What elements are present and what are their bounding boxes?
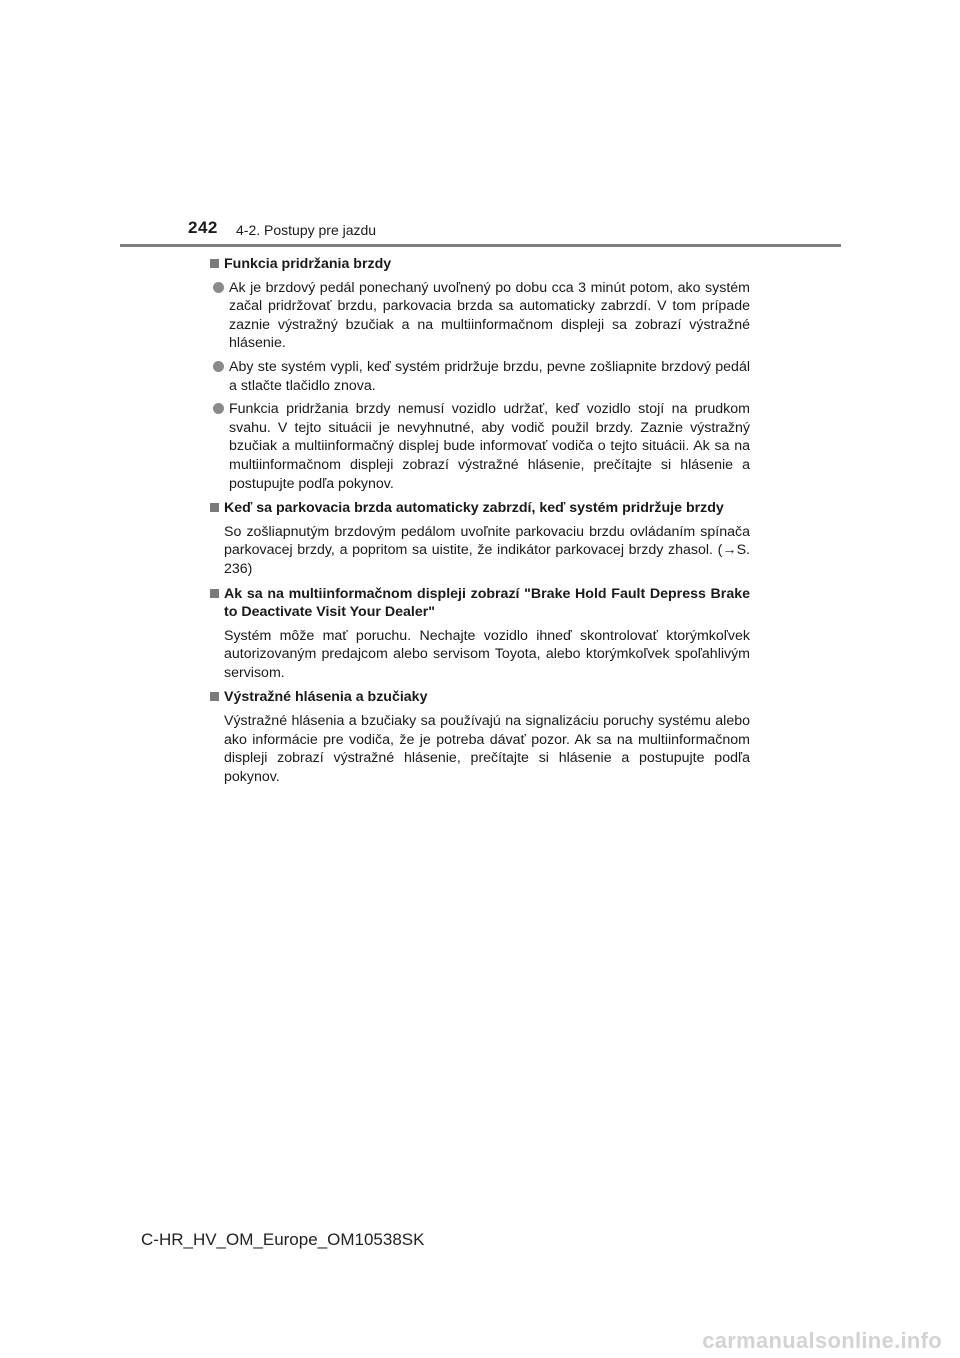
page-content [210, 255, 750, 792]
section-heading [210, 585, 750, 622]
circle-bullet-icon [213, 403, 224, 414]
header-divider [120, 244, 841, 247]
page-header [0, 0, 960, 250]
section-heading [210, 688, 750, 707]
list-item [213, 358, 750, 395]
section-heading-text: Výstražné hlásenia a bzučiaky [224, 689, 428, 706]
list-item [213, 400, 750, 493]
section-heading-text: Ak sa na multiinformačnom displeji zobrazí "Brake Hold Fault Depress Brake to Deactivate Visit Your Dealer" [224, 585, 750, 621]
section-paragraph: So zošliapnutým brzdovým pedálom uvoľnite parkovaciu brzdu ovládaním spínača parkovacej brzdy, a popritom sa uistite, že indikátor parkovacej brzdy zhasol. (→S. 236) [224, 523, 750, 577]
circle-bullet-icon [213, 361, 224, 372]
section-warning-messages [210, 688, 750, 786]
list-item-text: Aby ste systém vypli, keď systém pridržuje brzdu, pevne zošliapnite brzdový pedál a stlačte tlačidlo znova. [229, 358, 750, 394]
square-bullet-icon [210, 259, 219, 268]
page-number: 242 [188, 218, 218, 237]
document-code: C-HR_HV_OM_Europe_OM10538SK [141, 1230, 425, 1249]
square-bullet-icon [210, 589, 219, 598]
square-bullet-icon [210, 692, 219, 701]
watermark-logo: carmanualsonline.info [702, 1328, 942, 1353]
list-item [213, 279, 750, 353]
section-heading-text: Keď sa parkovacia brzda automaticky zabrzdí, keď systém pridržuje brzdy [224, 500, 724, 517]
list-item-text: Ak je brzdový pedál ponechaný uvoľnený po dobu cca 3 minút potom, ako systém začal pridržovať brzdu, parkovacia brzda sa automaticky zabrzdí. V tom prípade zaznie výstražný bzučiak a na multiinformačnom displeji sa zobrazí výstražné hlásenie. [229, 279, 750, 352]
section-parking-brake-auto [210, 499, 750, 578]
section-brake-hold-function [210, 255, 750, 493]
circle-bullet-icon [213, 282, 224, 293]
section-title: 4-2. Postupy pre jazdu [236, 222, 377, 238]
section-paragraph: Výstražné hlásenia a bzučiaky sa používajú na signalizáciu poruchy systému alebo ako informácie pre vodiča, že je potreba dávať pozor. Ak sa na multiinformačnom displeji zobrazí výstražné hlásenie, prečítajte si hlásenie a postupujte podľa pokynov. [224, 713, 750, 785]
square-bullet-icon [210, 503, 219, 512]
list-item-text: Funkcia pridržania brzdy nemusí vozidlo udržať, keď vozidlo stojí na prudkom svahu. V tejto situácii je nevyhnutné, aby vodič použil brzdy. Zaznie výstražný bzučiak a multiinformačný displej bude informovať vodiča o tejto situácii. Ak sa na multiinformačnom displeji zobrazí výstražné hlásenie, prečítajte si hlásenie a postupujte podľa pokynov. [229, 401, 750, 492]
section-heading-text: Funkcia pridržania brzdy [224, 256, 392, 272]
section-heading [210, 255, 750, 274]
section-heading [210, 499, 750, 518]
section-brake-hold-fault [210, 585, 750, 683]
section-paragraph: Systém môže mať poruchu. Nechajte vozidlo ihneď skontrolovať ktorýmkoľvek autorizovaným predajcom alebo servisom Toyota, alebo ktorýmkoľvek spoľahlivým servisom. [224, 627, 750, 681]
